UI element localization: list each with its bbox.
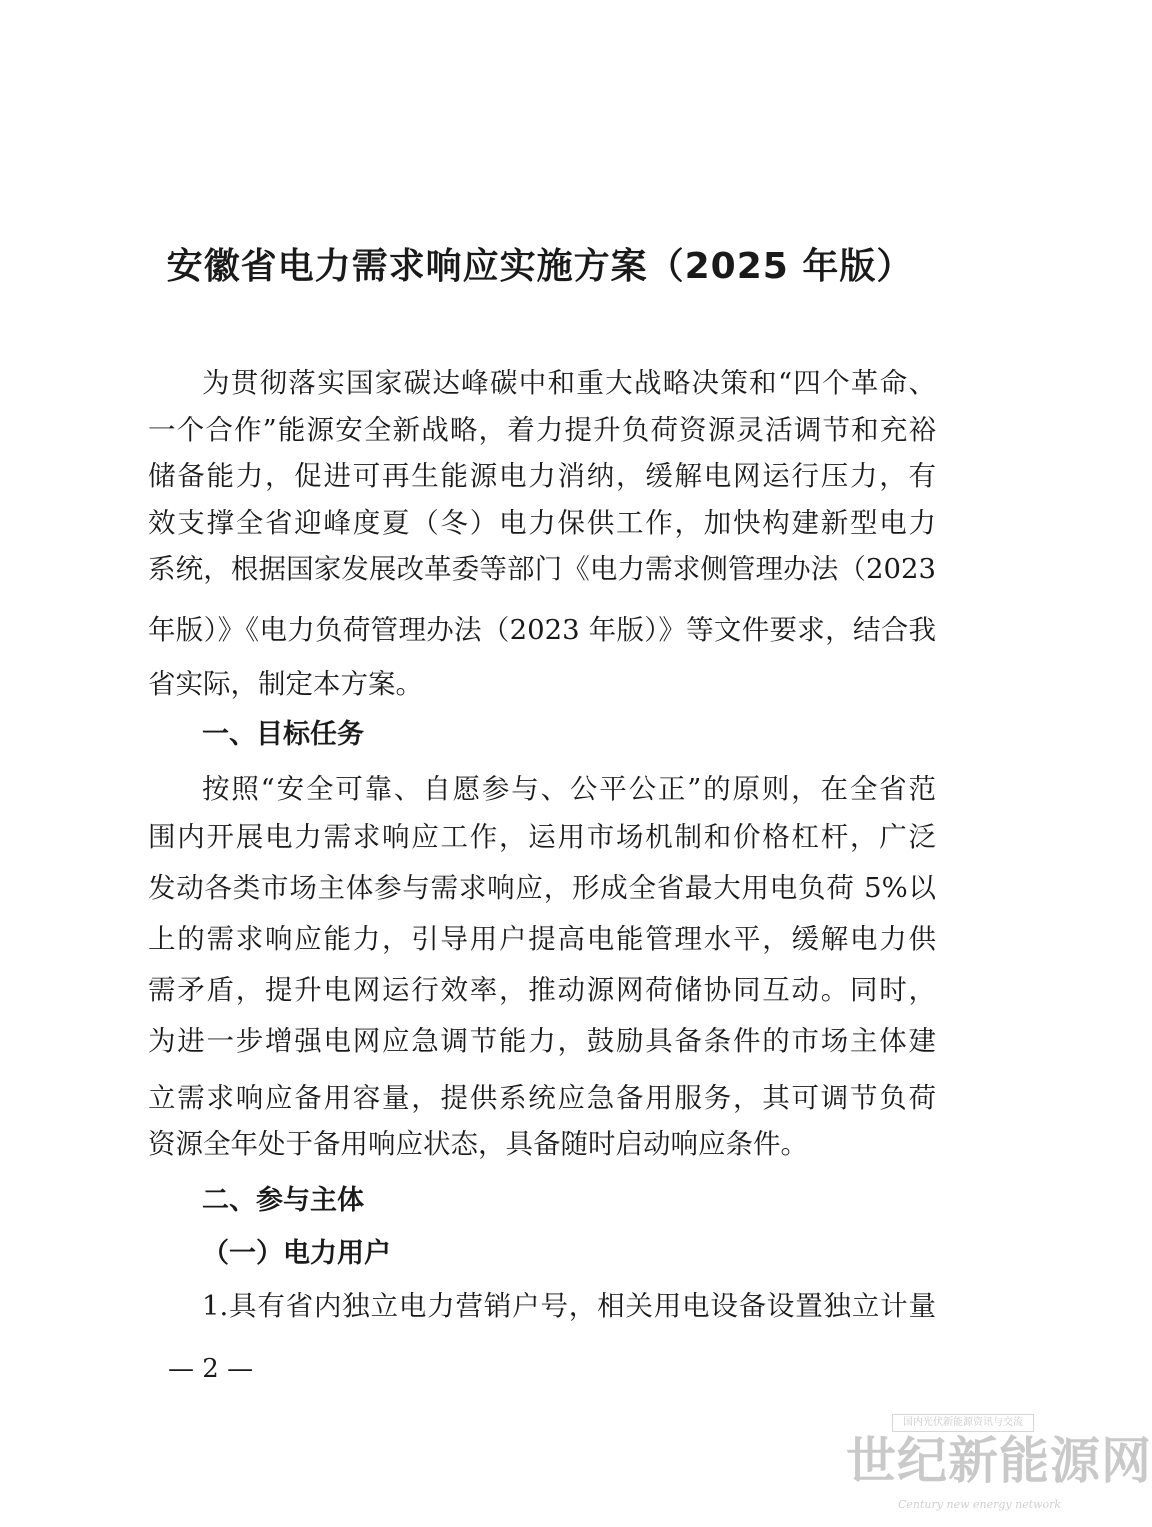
document-title: 安徽省电力需求响应实施方案（2025 年版）	[166, 246, 914, 287]
watermark-english: Century new energy network	[898, 1498, 1062, 1511]
section1-line: 立需求响应备用容量，提供系统应急备用服务，其可调节负荷	[148, 1082, 936, 1114]
section-heading-goals: 一、目标任务	[202, 719, 364, 750]
section-heading-participants: 二、参与主体	[202, 1185, 364, 1216]
intro-line: 一个合作”能源安全新战略，着力提升负荷资源灵活调节和充裕	[148, 414, 936, 446]
watermark-tagline: 国内光伏新能源资讯与交流	[892, 1414, 1034, 1432]
page-number: — 2 —	[168, 1354, 254, 1384]
watermark-brand: 世纪新能源网	[846, 1431, 1152, 1490]
section1-line: 为进一步增强电网应急调节能力，鼓励具备条件的市场主体建	[148, 1025, 936, 1057]
section1-line: 资源全年处于备用响应状态，具备随时启动响应条件。	[148, 1128, 808, 1160]
intro-line: 年版）》《电力负荷管理办法（2023 年版）》等文件要求，结合我	[148, 614, 936, 646]
subsection-heading-power-users: （一）电力用户	[202, 1238, 391, 1269]
section1-line: 按照“安全可靠、自愿参与、公平公正”的原则，在全省范	[202, 773, 936, 805]
section1-line: 上的需求响应能力，引导用户提高电能管理水平，缓解电力供	[148, 923, 936, 955]
intro-line: 系统，根据国家发展改革委等部门《电力需求侧管理办法（2023	[148, 553, 936, 585]
intro-line: 储备能力，促进可再生能源电力消纳，缓解电网运行压力，有	[148, 460, 936, 492]
section1-line: 需矛盾，提升电网运行效率，推动源网荷储协同互动。同时，	[148, 974, 936, 1006]
item-line: 1.具有省内独立电力营销户号，相关用电设备设置独立计量	[202, 1290, 936, 1322]
intro-line: 省实际，制定本方案。	[148, 668, 423, 700]
intro-line: 为贯彻落实国家碳达峰碳中和重大战略决策和“四个革命、	[202, 367, 936, 399]
section1-line: 围内开展电力需求响应工作，运用市场机制和价格杠杆，广泛	[148, 821, 936, 853]
intro-line: 效支撑全省迎峰度夏（冬）电力保供工作，加快构建新型电力	[148, 507, 936, 539]
section1-line: 发动各类市场主体参与需求响应，形成全省最大用电负荷 5%以	[148, 872, 936, 904]
